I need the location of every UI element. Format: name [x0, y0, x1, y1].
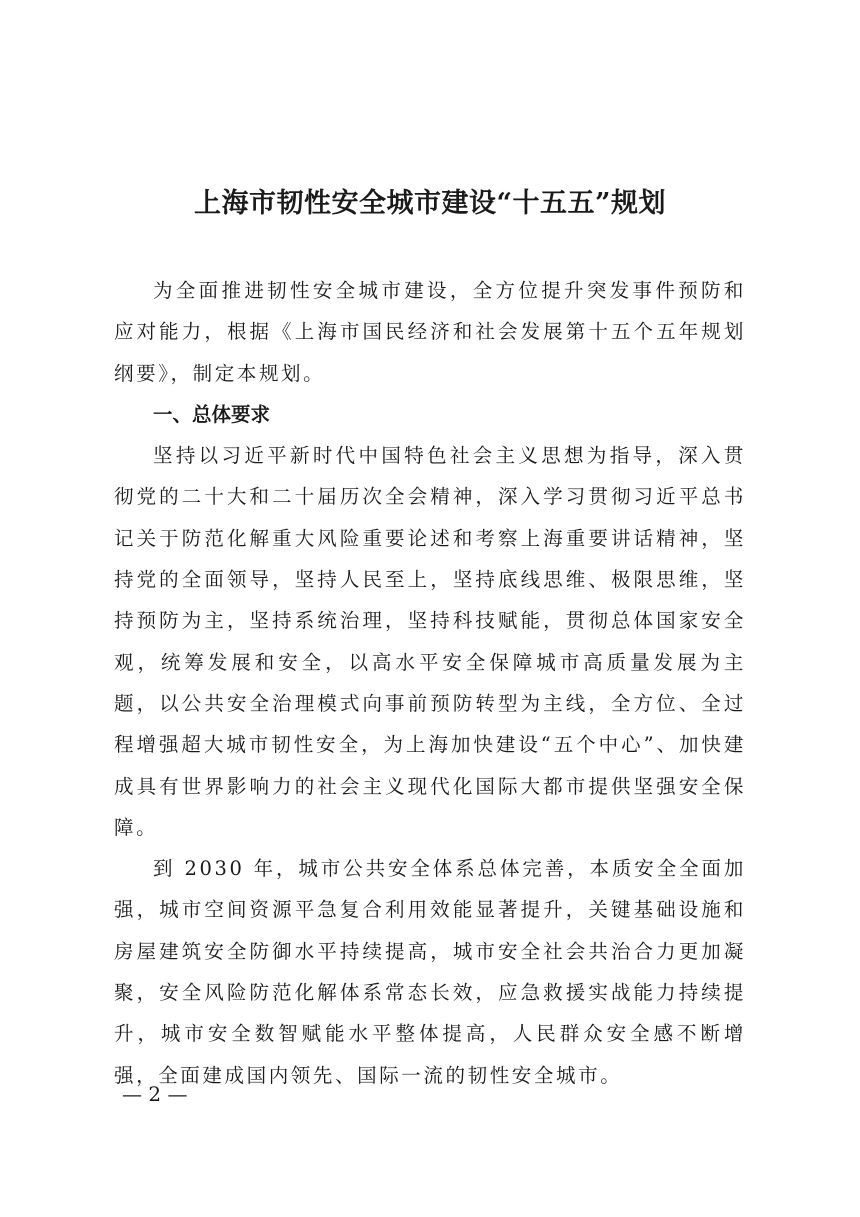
document-title: 上海市韧性安全城市建设“十五五”规划	[193, 188, 667, 219]
body-paragraph-2: 到 2030 年，城市公共安全体系总体完善，本质安全全面加强，城市空间资源平急复合利用效能显著提升，关键基础设施和房屋建筑安全防御水平持续提高，城市安全社会共治合力更加凝聚，安全风险防范化解体系常态长效，应急救援实战能力持续提升，城市安全数智赋能水平整体提高，人民群众安全感不断增强，全面建成国内领先、国际一流的韧性安全城市。	[114, 857, 746, 1087]
intro-paragraph: 为全面推进韧性安全城市建设，全方位提升突发事件预防和应对能力，根据《上海市国民经济和社会发展第十五个五年规划纲要》，制定本规划。	[114, 279, 746, 385]
section-heading: 一、总体要求	[153, 402, 271, 426]
page-number: — 2 —	[122, 1082, 188, 1106]
document-body	[114, 270, 746, 1096]
body-paragraph-1: 坚持以习近平新时代中国特色社会主义思想为指导，深入贯彻党的二十大和二十届历次全会精神，深入学习贯彻习近平总书记关于防范化解重大风险重要论述和考察上海重要讲话精神，坚持党的全面领导，坚持人民至上，坚持底线思维、极限思维，坚持预防为主，坚持系统治理，坚持科技赋能，贯彻总体国家安全观，统筹发展和安全，以高水平安全保障城市高质量发展为主题，以公共安全治理模式向事前预防转型为主线，全方位、全过程增强超大城市韧性安全，为上海加快建设“五个中心”、加快建成具有世界影响力的社会主义现代化国际大都市提供坚强安全保障。	[114, 444, 746, 839]
